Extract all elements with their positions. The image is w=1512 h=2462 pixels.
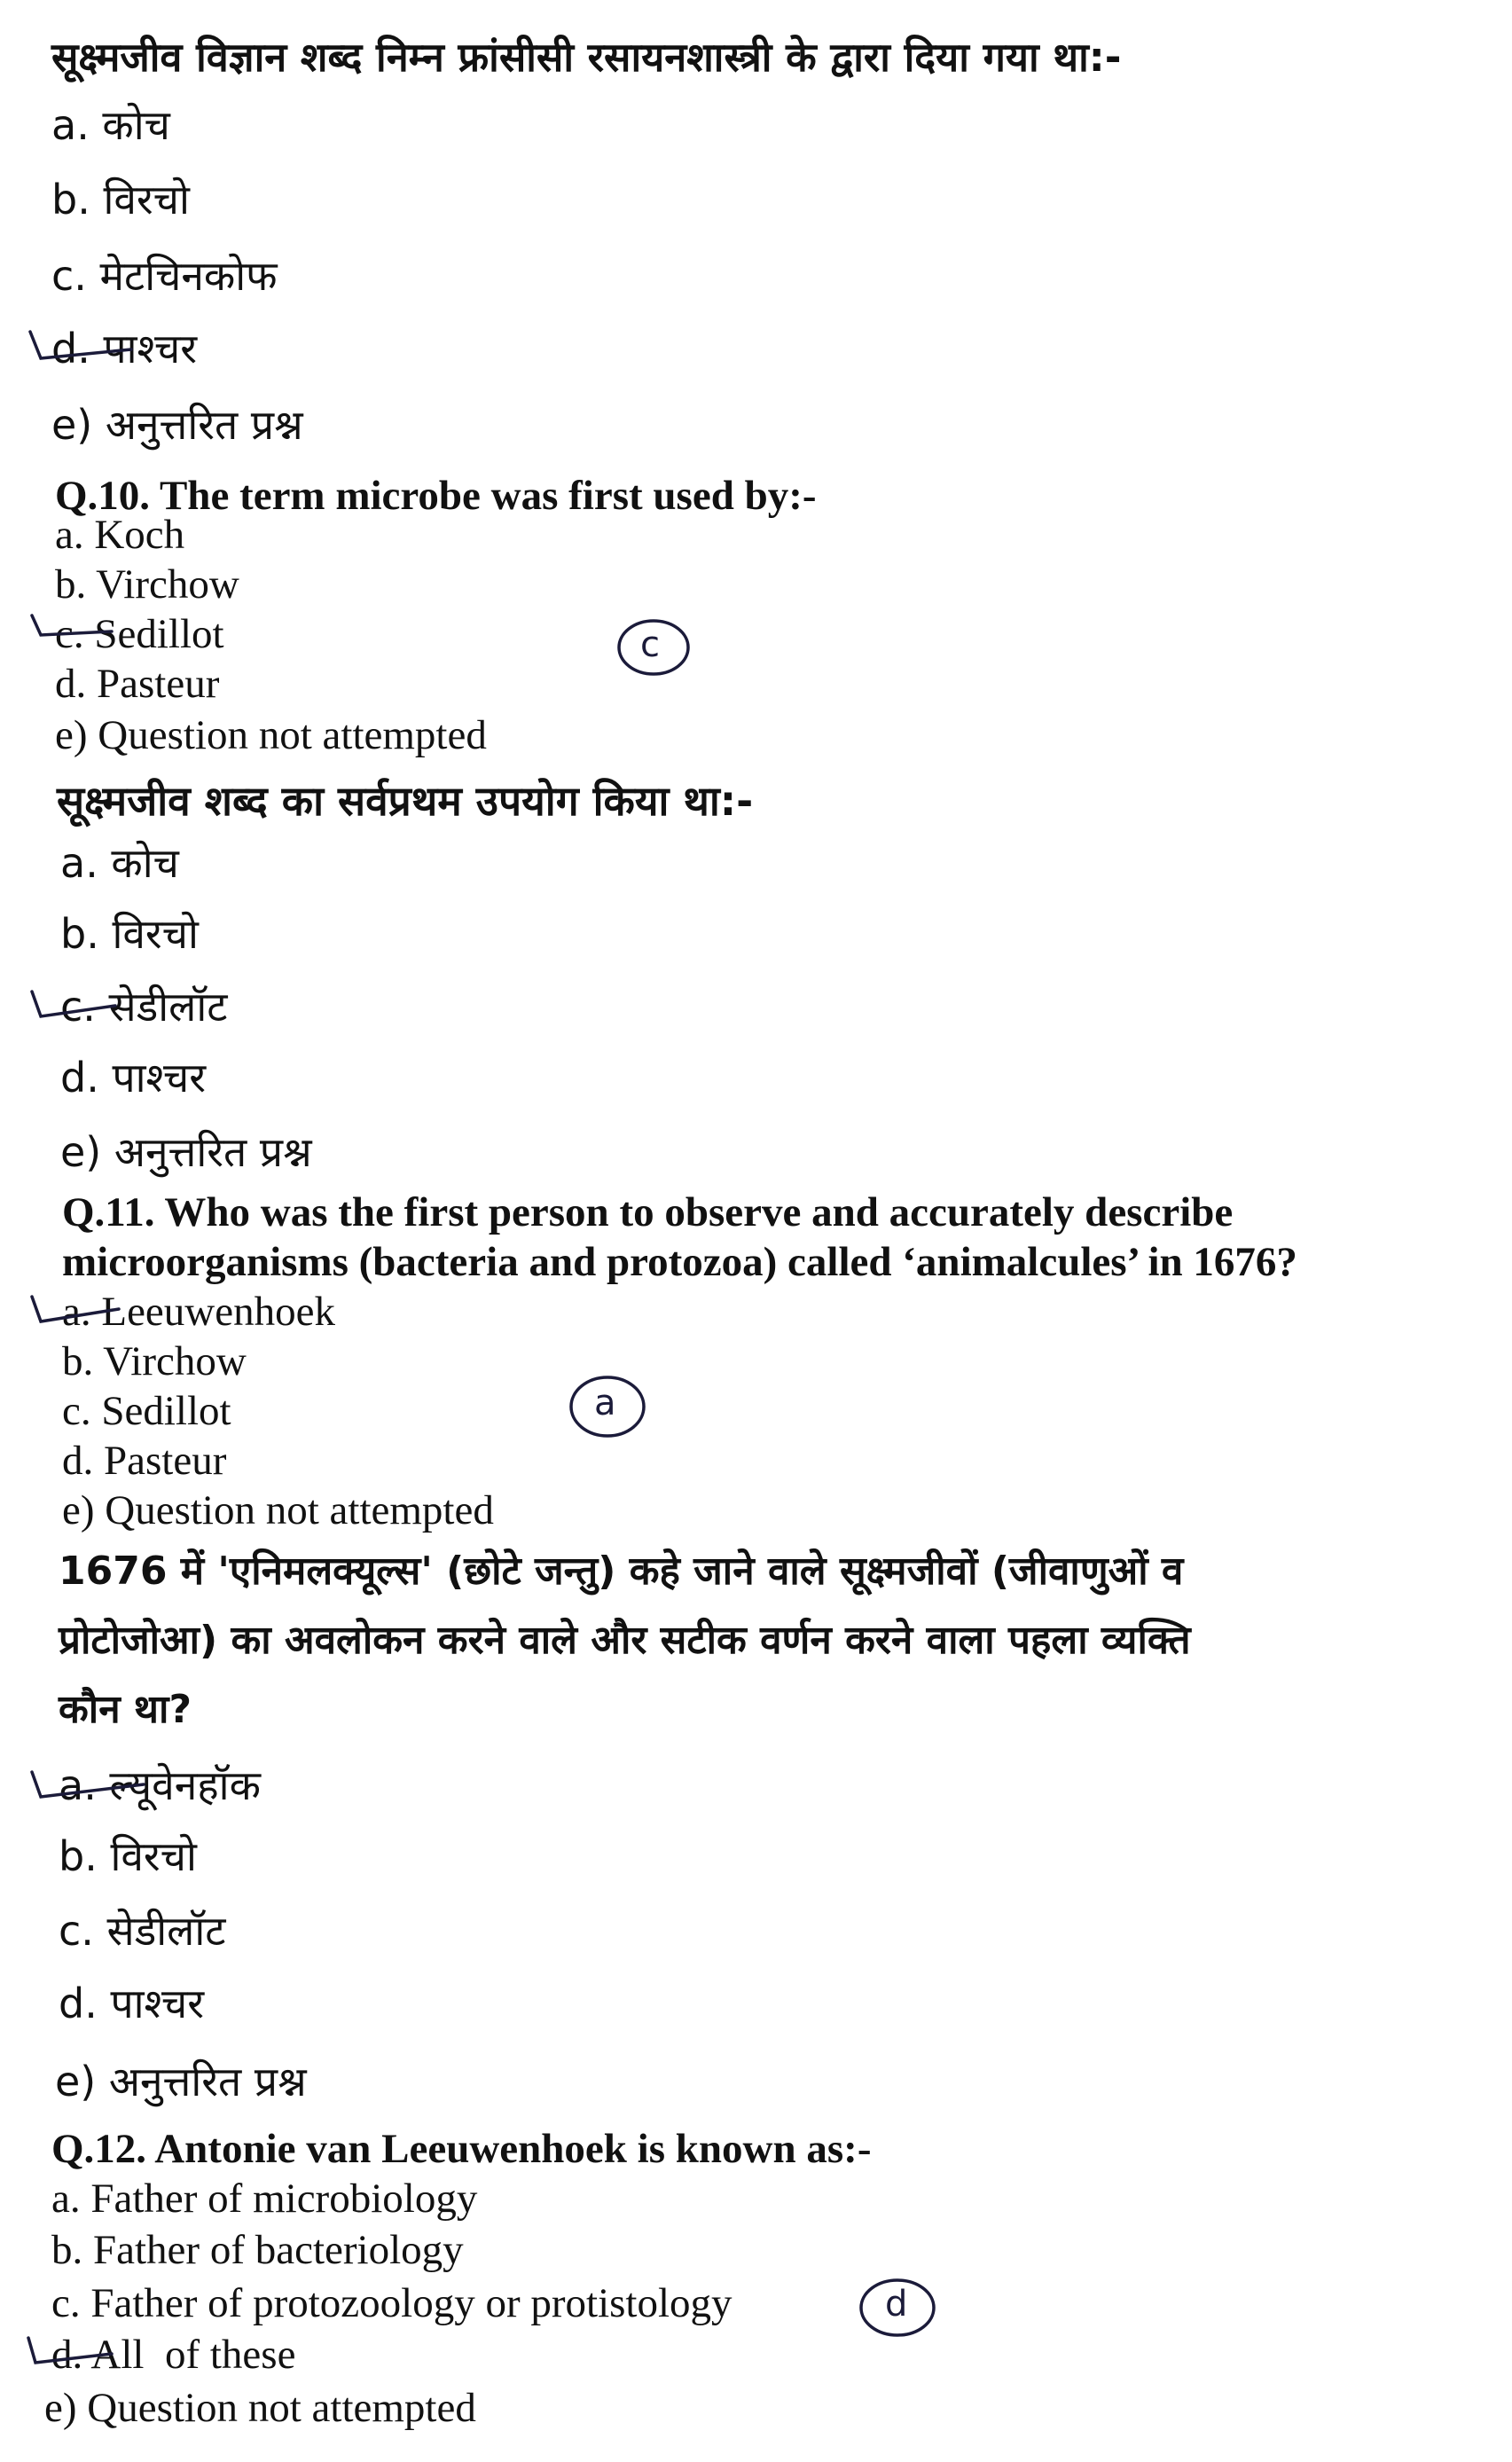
option-a: a. ल्यूवेनहॉक: [59, 1761, 261, 1809]
circled-answer-q10: [614, 617, 695, 679]
question-hindi-11-line3: कौन था?: [59, 1687, 192, 1732]
option-d: d. पाश्चर: [60, 1054, 207, 1102]
answer-letter: c: [640, 624, 660, 665]
option-b: b. विरचो: [60, 910, 199, 958]
option-c: c. मेटचिनकोफ: [51, 252, 278, 300]
answer-letter: a: [594, 1383, 616, 1423]
question-hindi-11-line1: 1676 में 'एनिमलक्यूल्स' (छोटे जन्तु) कहे जाने वाले सूक्ष्मजीवों (जीवाणुओं व: [59, 1549, 1184, 1594]
tick-mark: [27, 1767, 160, 1811]
option-a: a. कोच: [51, 101, 170, 149]
circled-answer-q12: [855, 2276, 940, 2340]
question-12: Q.12. Antonie van Leeuwenhoek is known as:-: [51, 2126, 872, 2172]
option-c: c. Sedillot: [62, 1388, 231, 1434]
question-11-line2: microorganisms (bacteria and protozoa) called ‘animalcules’ in 1676?: [62, 1239, 1297, 1285]
tick-mark: [27, 612, 124, 647]
option-d: d. पाश्चर: [51, 325, 198, 372]
option-a: a. कोच: [60, 839, 179, 887]
option-e: e) अनुत्तरित प्रश्न: [55, 2058, 307, 2105]
option-d: d. पाश्चर: [59, 1980, 205, 2027]
option-a: a. Father of microbiology: [51, 2176, 478, 2222]
option-e: e) Question not attempted: [62, 1487, 494, 1533]
tick-mark: [23, 2333, 121, 2377]
question-hindi-11-line2: प्रोटोजोआ) का अवलोकन करने वाले और सटीक वर्णन करने वाला पहला व्यक्ति: [59, 1618, 1191, 1663]
option-a: a. Leeuwenhoek: [62, 1289, 335, 1335]
option-c: c. सेडीलॉट: [60, 983, 228, 1031]
option-e: e) अनुत्तरित प्रश्न: [60, 1128, 312, 1176]
option-b: b. Father of bacteriology: [51, 2227, 464, 2273]
option-b: b. विरचो: [51, 176, 190, 223]
option-b: b. Virchow: [62, 1338, 247, 1384]
tick-mark: [27, 1290, 124, 1334]
question-hindi-9: सूक्ष्मजीव विज्ञान शब्द निम्न फ्रांसीसी रसायनशास्त्री के द्वारा दिया गया था:-: [51, 34, 1122, 81]
question-hindi-10: सूक्ष्मजीव शब्द का सर्वप्रथम उपयोग किया था:-: [57, 777, 754, 825]
answer-letter: d: [885, 2284, 908, 2325]
option-e: e) Question not attempted: [44, 2385, 476, 2431]
option-d: d. Pasteur: [55, 661, 220, 707]
question-10: Q.10. The term microbe was first used by:-: [55, 473, 817, 519]
option-c: c. Father of protozoology or protistology: [51, 2280, 732, 2326]
option-c: c. सेडीलॉट: [59, 1907, 226, 1955]
option-a: a. Koch: [55, 512, 185, 558]
option-b: b. विरचो: [59, 1832, 197, 1880]
option-e: e) अनुत्तरित प्रश्न: [51, 401, 303, 449]
tick-mark: [25, 326, 140, 371]
tick-mark: [27, 984, 124, 1029]
question-11-line1: Q.11. Who was the first person to observe and accurately describe: [62, 1189, 1234, 1235]
circled-answer-q11: [566, 1373, 651, 1440]
option-d: d. All of these: [51, 2332, 296, 2378]
option-c: c. Sedillot: [55, 611, 224, 657]
option-e: e) Question not attempted: [55, 712, 487, 758]
option-d: d. Pasteur: [62, 1438, 227, 1484]
option-b: b. Virchow: [55, 561, 239, 608]
